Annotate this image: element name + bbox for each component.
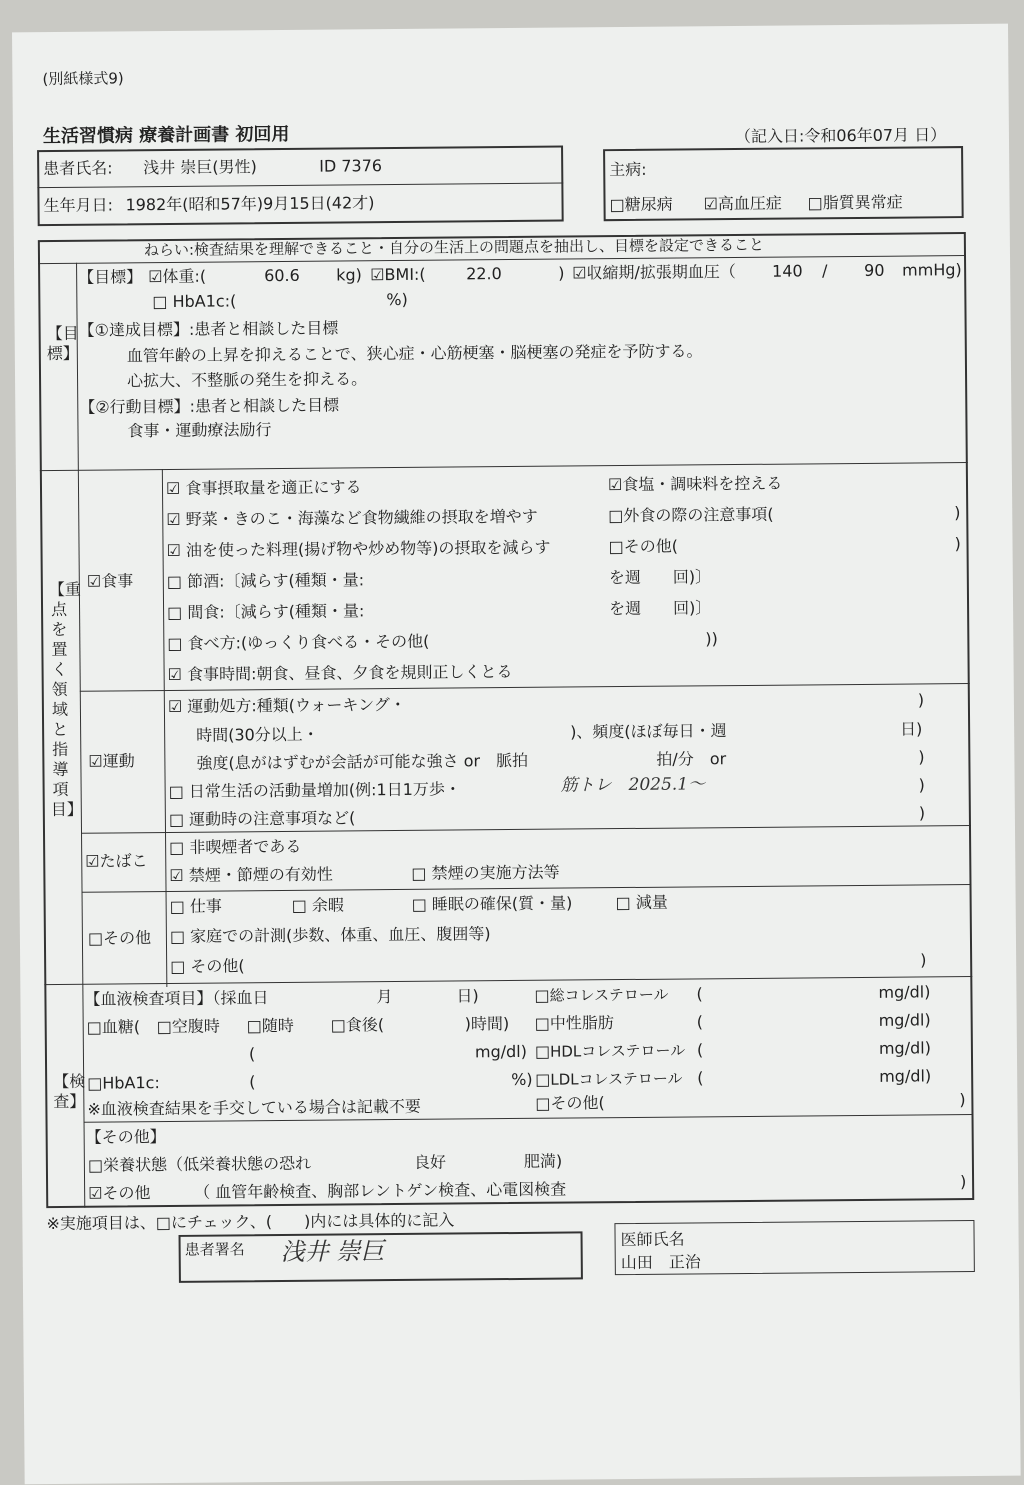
main-disease-label: 主病:: [609, 159, 647, 180]
postmeal-label: 食後(: [345, 1015, 385, 1035]
tobacco-item-2[interactable]: ☑ 禁煙・節煙の有効性: [169, 864, 333, 886]
checkbox-weight[interactable]: ☑体重:(: [148, 266, 207, 287]
exam-side-label: 【検査】: [53, 1071, 86, 1112]
doctor-name: 山田 正治: [620, 1252, 701, 1273]
exam-others-text: （ 血管年齢検査、胸部レントゲン検査、心電図検査: [194, 1179, 567, 1202]
checkbox-diabetes[interactable]: □糖尿病: [609, 194, 673, 215]
diet-item-text: 野菜・きのこ・海藻など食物繊維の摂取を増やす: [185, 506, 538, 529]
other-label: その他: [102, 928, 152, 948]
checkbox-bp[interactable]: ☑収縮期/拡張期血圧（: [572, 262, 736, 283]
form-title: 生活習慣病 療養計画書 初回用: [42, 123, 290, 148]
checkbox-bmi[interactable]: ☑BMI:(: [370, 264, 426, 285]
goals-side-label: 【目標】: [46, 323, 79, 364]
diet-item-text: 節酒:〔減らす(種類・量:: [186, 570, 365, 591]
bp-systolic: 140: [772, 261, 803, 281]
lipid-label: LDLコレステロール: [550, 1069, 683, 1089]
checkbox-fasting[interactable]: □空腹時: [156, 1016, 220, 1037]
diet-item-5[interactable]: □ 間食:〔減らす(種類・量:: [167, 601, 365, 623]
diet-right-item-1[interactable]: ☑食塩・調味料を控える: [607, 473, 783, 495]
diet-item-text: 外食の際の注意事項(: [623, 504, 774, 526]
lipid-label: 中性脂肪: [549, 1013, 614, 1033]
action-goal-title: 【②行動目標】:患者と相談した目標: [79, 395, 340, 417]
patient-name-label: 患者氏名:: [43, 158, 113, 179]
hba1c-exam-label: HbA1c:: [102, 1073, 160, 1093]
exercise-text: 運動時の注意事項など(: [189, 808, 356, 829]
doctor-name-label: 医師氏名: [620, 1229, 685, 1250]
hba1c-goal-unit: %): [386, 289, 408, 310]
other-text: 減量: [635, 892, 668, 912]
checkbox-random[interactable]: □随時: [246, 1015, 294, 1036]
lipid-label: HDLコレステロール: [549, 1041, 686, 1061]
other-home-measure[interactable]: □ 家庭での計測(歩数、体重、血圧、腹囲等): [169, 924, 491, 947]
diet-item-4[interactable]: □ 節酒:〔減らす(種類・量:: [166, 570, 365, 592]
close-paren: ): [917, 690, 925, 710]
diet-item-text: 食べ方:(ゆっくり食べる・その他(: [187, 631, 430, 653]
lipid-open-paren: (: [696, 1012, 704, 1032]
checkbox-ldl[interactable]: □LDLコレステロール: [535, 1069, 683, 1089]
nutrition-label: 栄養状態（低栄養状態の恐れ: [102, 1153, 312, 1175]
other-text: 仕事: [189, 896, 222, 916]
fasting-label: 空腹時: [171, 1016, 220, 1036]
dob-label: 生年月日:: [43, 195, 114, 216]
eating-close: )): [705, 629, 718, 649]
other-weight-loss[interactable]: □ 減量: [615, 892, 668, 913]
form-sheet: [12, 24, 1021, 1485]
other-others[interactable]: □ その他(: [170, 956, 245, 977]
hba1c-open-paren: (: [249, 1072, 256, 1092]
exercise-time: 時間(30分以上・: [196, 724, 319, 745]
close-paren: ): [959, 1090, 966, 1110]
other-work[interactable]: □ 仕事: [169, 896, 222, 917]
bmi-value: 22.0: [466, 264, 502, 284]
lipid-unit: mg/dl): [878, 1038, 931, 1058]
checkbox-total-chol[interactable]: □総コレステロール: [534, 985, 669, 1005]
glucose-label: 血糖(: [101, 1017, 141, 1037]
hba1c-unit: %): [511, 1069, 533, 1090]
blood-month: 月: [376, 987, 393, 1007]
close-paren: ): [960, 1172, 967, 1192]
diet-item-text: 食事摂取量を適正にする: [185, 477, 362, 498]
option-hypertension: 高血圧症: [717, 193, 782, 214]
lipid-unit: mg/dl): [878, 1010, 931, 1030]
nutrition-good: 良好: [413, 1152, 446, 1172]
action-goal-line1: 食事・運動療法励行: [127, 420, 272, 441]
nutrition-obese: 肥満): [523, 1151, 563, 1171]
checkbox-triglyceride[interactable]: □中性脂肪: [534, 1013, 614, 1033]
snack-week: を週 回)〕: [608, 598, 712, 619]
blood-test-note: ※血液検査結果を手交している場合は記載不要: [87, 1096, 421, 1119]
exercise-caution[interactable]: □ 運動時の注意事項など(: [168, 808, 356, 830]
exercise-intensity: 強度(息がはずむが会話が可能な強さ or 脈拍: [196, 750, 529, 773]
glucose-open-paren: (: [248, 1044, 256, 1064]
dob-value: 1982年(昭和57年)9月15日(42才): [125, 193, 375, 215]
diet-item-text: 食事時間:朝食、昼食、夕食を規則正しくとる: [186, 662, 513, 684]
exercise-text: 日常生活の活動量増加(例:1日1万歩・: [188, 779, 461, 801]
tobacco-text: 非喫煙者である: [189, 836, 302, 857]
glucose-unit: mg/dl): [474, 1041, 527, 1062]
tobacco-item-3[interactable]: □ 禁煙の実施方法等: [411, 862, 560, 883]
checkbox-exam-other[interactable]: □その他(: [535, 1093, 605, 1113]
hba1c-goal-label: HbA1c:(: [172, 291, 237, 311]
close-paren: ): [918, 803, 926, 823]
focus-side-label: 【重点を置く領域と指導項目】: [48, 579, 83, 820]
exam-other-label: その他(: [550, 1093, 605, 1113]
achieve-goal-line2: 心拡大、不整脈の発生を抑える。: [126, 369, 368, 391]
bmi-label: BMI:(: [384, 264, 426, 285]
close-paren: ): [918, 775, 925, 795]
option-diabetes: 糖尿病: [624, 194, 673, 215]
bmi-close: ): [558, 263, 565, 283]
exam-others-check-label: その他: [102, 1183, 151, 1203]
handwritten-exercise-note: 筋トレ 2025.1〜: [560, 774, 706, 796]
diet-label: 食事: [101, 571, 134, 591]
footer-note: ※実施項目は、□にチェック、( )内には具体的に記入: [46, 1210, 455, 1234]
checkbox-diet[interactable]: ☑食事: [86, 571, 134, 591]
lipid-open-paren: (: [697, 1068, 704, 1088]
diet-item-6[interactable]: □ 食べ方:(ゆっくり食べる・その他(: [167, 631, 430, 654]
other-text: 余暇: [311, 895, 344, 915]
diet-item-text: 間食:〔減らす(種類・量:: [187, 601, 365, 622]
checkbox-exam-others[interactable]: ☑その他: [88, 1183, 151, 1203]
option-dyslipidemia: 脂質異常症: [822, 192, 903, 213]
lipid-open-paren: (: [696, 1040, 704, 1060]
weight-unit: kg): [336, 265, 362, 285]
weight-value: 60.6: [264, 265, 300, 286]
checkbox-dyslipidemia[interactable]: □脂質異常症: [807, 192, 903, 213]
alcohol-week: を週 回)〕: [608, 567, 712, 588]
tobacco-item-1[interactable]: □ 非喫煙者である: [169, 836, 302, 858]
random-label: 随時: [261, 1015, 294, 1036]
other-text: 家庭での計測(歩数、体重、血圧、腹囲等): [190, 924, 491, 946]
exercise-pulse-unit: 拍/分 or: [656, 749, 727, 769]
diet-item-2[interactable]: ☑ 野菜・きのこ・海藻など食物繊維の摂取を増やす: [166, 506, 538, 530]
close-paren: ): [918, 747, 925, 767]
lipid-label: 総コレステロール: [549, 985, 669, 1005]
form-code: (別紙様式9): [42, 69, 124, 89]
aim-text: ねらい:検査結果を理解できること・自分の生活上の問題点を抽出し、目標を設定できること: [143, 235, 765, 260]
diet-item-text: 油を使った料理(揚げ物や炒め物等)の摂取を減らす: [185, 537, 551, 560]
diet-item-text: その他(: [623, 536, 678, 557]
checkbox-hypertension[interactable]: ☑高血圧症: [703, 193, 782, 214]
patient-signature-label: 患者署名: [184, 1240, 245, 1259]
bp-unit: mmHg): [902, 260, 962, 280]
entry-date: （記入日:令和06年07月 日）: [734, 125, 947, 147]
checkbox-exercise[interactable]: ☑運動: [88, 751, 135, 771]
diet-item-7[interactable]: ☑ 食事時間:朝食、昼食、夕食を規則正しくとる: [167, 662, 513, 685]
lipid-unit: mg/dl): [879, 1066, 932, 1086]
other-sleep[interactable]: □ 睡眠の確保(質・量): [411, 893, 573, 914]
patient-signature: 浅井 崇巨: [280, 1237, 385, 1267]
other-text: その他(: [190, 956, 245, 976]
checkbox-hdl[interactable]: □HDLコレステロール: [534, 1041, 686, 1061]
bp-label: 収縮期/拡張期血圧（: [586, 262, 736, 283]
close-paren: ): [954, 503, 961, 523]
exam-others-title: 【その他】: [85, 1127, 166, 1147]
blood-test-title: 【血液検査項目】（採血日: [84, 988, 269, 1009]
other-text: 睡眠の確保(質・量): [431, 893, 573, 914]
diet-item-3[interactable]: ☑ 油を使った料理(揚げ物や炒め物等)の摂取を減らす: [166, 537, 551, 561]
close-paren: ): [954, 534, 961, 554]
lipid-unit: mg/dl): [878, 982, 931, 1002]
daily-activity[interactable]: □ 日常生活の活動量増加(例:1日1万歩・: [168, 779, 461, 802]
patient-id: ID 7376: [319, 156, 383, 176]
weight-label: 体重:(: [162, 266, 207, 287]
exercise-day-unit: 日): [900, 719, 923, 739]
bp-diastolic: 90: [864, 260, 885, 280]
diet-right-item-3[interactable]: □その他(: [608, 536, 678, 557]
other-leisure[interactable]: □ 余暇: [291, 895, 344, 915]
exercise-label: 運動: [102, 751, 135, 771]
checkbox-tobacco[interactable]: ☑たばこ: [85, 851, 148, 871]
achieve-goal-line1: 血管年齢の上昇を抑えることで、狭心症・心筋梗塞・脳梗塞の発症を予防する。: [126, 341, 703, 366]
patient-name: 浅井 崇巨(男性): [143, 157, 257, 178]
diet-right-item-2[interactable]: □外食の際の注意事項(: [608, 504, 774, 526]
tobacco-text: 禁煙の実施方法等: [431, 862, 560, 883]
bp-slash: /: [822, 261, 828, 281]
checkbox-other[interactable]: □その他: [87, 928, 152, 948]
checkbox-hba1c-goal[interactable]: □ HbA1c:(: [152, 291, 237, 312]
exercise-text: 運動処方:種類(ウォーキング・: [187, 694, 406, 716]
exercise-frequency: )、頻度(ほぼ毎日・週: [570, 721, 727, 742]
tobacco-text: 禁煙・節煙の有効性: [188, 864, 333, 885]
hours-label: )時間): [464, 1014, 510, 1034]
checkbox-postmeal[interactable]: □食後(: [330, 1015, 385, 1035]
tobacco-label: たばこ: [99, 851, 148, 871]
lipid-open-paren: (: [696, 984, 703, 1004]
checkbox-hba1c-exam[interactable]: □HbA1c:: [87, 1073, 160, 1093]
checkbox-glucose[interactable]: □血糖(: [86, 1017, 141, 1037]
exercise-prescription[interactable]: ☑ 運動処方:種類(ウォーキング・: [167, 694, 406, 717]
close-paren: ): [920, 950, 927, 970]
goals-header: 【目標】: [78, 267, 143, 287]
achieve-goal-title: 【①達成目標】:患者と相談した目標: [78, 318, 339, 340]
blood-day: 日): [456, 986, 479, 1006]
diet-item-1[interactable]: ☑ 食事摂取量を適正にする: [165, 477, 362, 499]
checkbox-nutrition[interactable]: □栄養状態（低栄養状態の恐れ: [87, 1153, 312, 1175]
diet-item-text: 食塩・調味料を控える: [622, 473, 783, 495]
